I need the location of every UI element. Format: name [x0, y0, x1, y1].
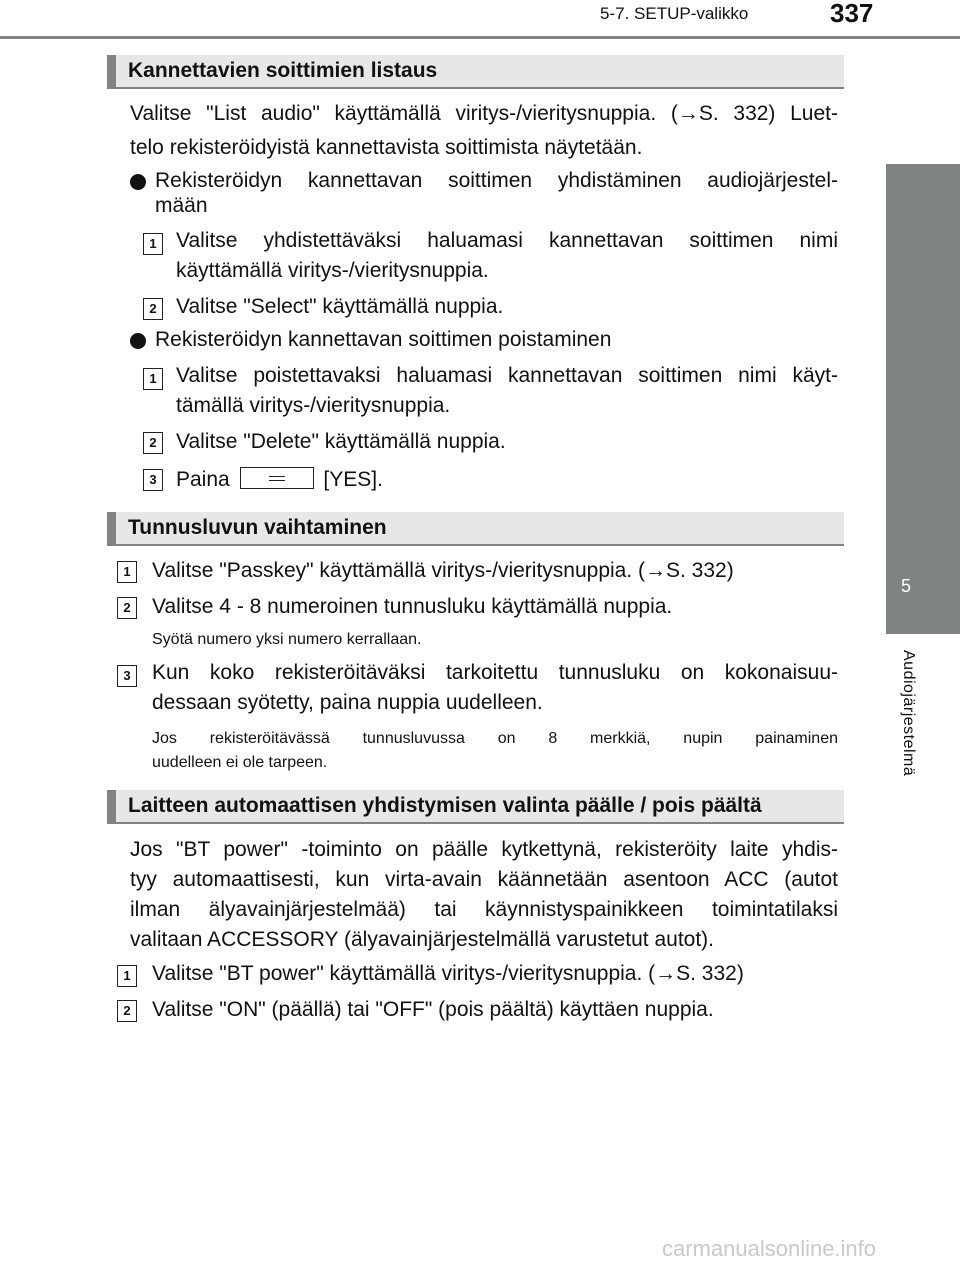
- section-heading-text: Laitteen automaattisen yhdistymisen valinta päälle / pois päältä: [128, 794, 762, 817]
- step-text-line: Valitse poistettavaksi haluamasi kannettavan soittimen nimi käyt-: [176, 364, 838, 387]
- step-text-line: tämällä viritys-/vieritysnuppia.: [176, 394, 451, 417]
- section-title: 5-7. SETUP-valikko: [600, 4, 749, 23]
- step-text-line: Valitse "Select" käyttämällä nuppia.: [176, 295, 504, 318]
- step-text-pre: Paina: [176, 468, 230, 491]
- header-divider: [0, 36, 960, 39]
- step-note-line: Jos rekisteröitävässä tunnusluvussa on 8 merkkiä, nupin painaminen: [152, 730, 838, 747]
- chapter-tab: [886, 164, 960, 634]
- step-text-line: Valitse "BT power" käyttämällä viritys-/vieritysnuppia. (→S. 332): [152, 962, 744, 985]
- step-number-icon: 1: [117, 965, 137, 987]
- step-number-icon: 3: [143, 469, 163, 491]
- bullet-text-line: mään: [155, 194, 208, 217]
- back-button-icon: [240, 467, 314, 489]
- step-note-line: uudelleen ei ole tarpeen.: [152, 754, 328, 771]
- step-number-icon: 2: [143, 298, 163, 320]
- step-text-line: Valitse 4 - 8 numeroinen tunnusluku käyttämällä nuppia.: [152, 595, 673, 618]
- step-number-icon: 1: [143, 233, 163, 255]
- watermark: carmanualsonline.info: [662, 1236, 877, 1261]
- paragraph-line: Jos "BT power" -toiminto on päälle kytkettynä, rekisteröity laite yhdis-: [130, 838, 838, 861]
- chapter-number: 5: [900, 576, 911, 596]
- paragraph-line: tyy automaattisesti, kun virta-avain käännetään asentoon ACC (autot: [130, 868, 838, 891]
- step-text-line: Valitse "Delete" käyttämällä nuppia.: [176, 430, 506, 453]
- step-text-line: Valitse yhdistettäväksi haluamasi kannettavan soittimen nimi: [176, 229, 838, 252]
- section-heading-text: Kannettavien soittimien listaus: [128, 59, 438, 82]
- bullet-icon: [130, 174, 146, 190]
- step-text-line: käyttämällä viritys-/vieritysnuppia.: [176, 259, 489, 282]
- section-heading-auto-connect: [107, 790, 844, 824]
- step-text-post: [YES].: [323, 468, 383, 491]
- step-text-line: dessaan syötetty, paina nuppia uudelleen.: [152, 691, 543, 714]
- section-heading-portable-list: [107, 55, 844, 89]
- paragraph-line: valitaan ACCESSORY (älyavainjärjestelmällä varustetut autot).: [130, 928, 715, 951]
- bullet-icon: [130, 333, 146, 349]
- step-number-icon: 1: [143, 368, 163, 390]
- step-text-line: Valitse "Passkey" käyttämällä viritys-/vieritysnuppia. (→S. 332): [152, 559, 734, 582]
- section-heading-text: Tunnusluvun vaihtaminen: [128, 516, 387, 539]
- step-note: Syötä numero yksi numero kerrallaan.: [152, 631, 422, 648]
- step-number-icon: 2: [143, 432, 163, 454]
- bullet-text-line: Rekisteröidyn kannettavan soittimen poistaminen: [155, 328, 612, 351]
- step-number-icon: 2: [117, 1000, 137, 1022]
- step-number-icon: 1: [117, 561, 137, 583]
- paragraph-line: telo rekisteröidyistä kannettavista soittimista näytetään.: [130, 136, 643, 159]
- paragraph-line: ilman älyavainjärjestelmää) tai käynnistyspainikkeen toimintatilaksi: [130, 898, 838, 921]
- page-number: 337: [830, 0, 874, 28]
- step-number-icon: 2: [117, 597, 137, 619]
- chapter-label: Audiojärjestelmä: [900, 650, 917, 777]
- step-text-line: Kun koko rekisteröitäväksi tarkoitettu tunnusluku on kokonaisuu-: [152, 661, 838, 684]
- step-text-line: Valitse "ON" (päällä) tai "OFF" (pois päältä) käyttäen nuppia.: [152, 998, 714, 1021]
- section-heading-passkey: [107, 512, 844, 546]
- step-number-icon: 3: [117, 665, 137, 687]
- step-text-line: [176, 467, 383, 492]
- bullet-text-line: Rekisteröidyn kannettavan soittimen yhdistäminen audiojärjestel-: [155, 169, 838, 192]
- paragraph-line: Valitse "List audio" käyttämällä viritys-/vieritysnuppia. (→S. 332) Luet-: [130, 102, 838, 125]
